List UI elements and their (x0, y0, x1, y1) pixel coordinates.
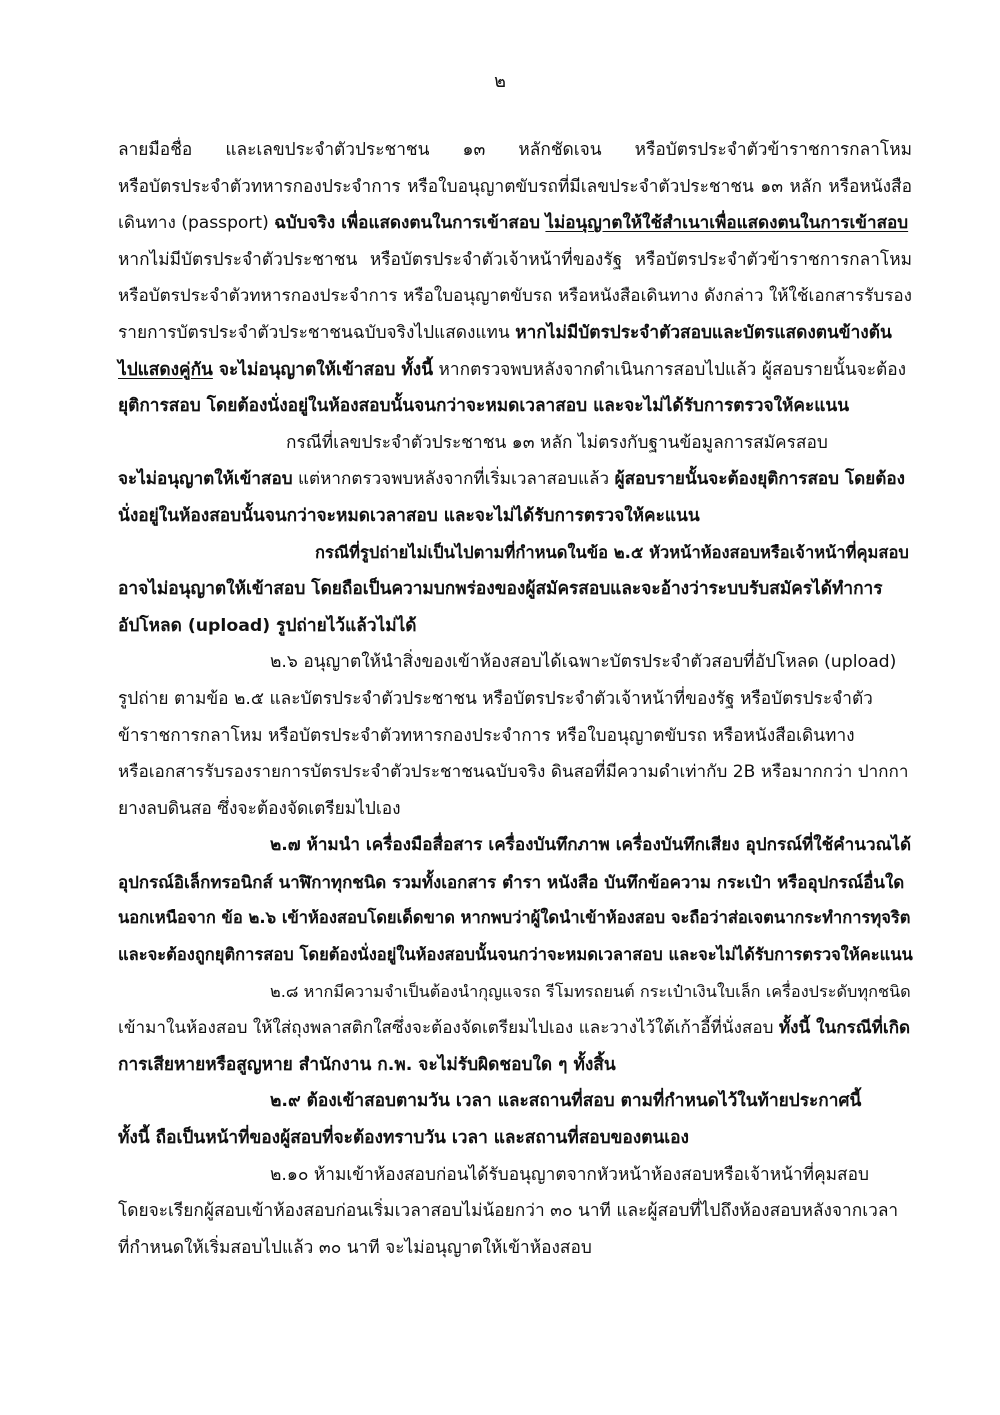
paragraph-line (118, 1157, 912, 1194)
text: เดินทาง (passport) (118, 213, 275, 234)
text: ๒.๘ หากมีความจำเป็นต้องนำกุญแจรถ รีโมทรถยนต์ กระเป๋าเงินใบเล็ก เครื่องประดับทุกชนิด (270, 981, 911, 1001)
text: ลายมือชื่อ และเลขประจำตัวประชาชน ๑๓ หลักชัดเจน หรือบัตรประจำตัวข้าราชการกลาโหม (118, 140, 912, 160)
text: โดยจะเรียกผู้สอบเข้าห้องสอบก่อนเริ่มเวลาสอบไม่น้อยกว่า ๓๐ นาที และผู้สอบที่ไปถึงห้องสอบหลังจากเวลา (118, 1201, 899, 1222)
paragraph-line (118, 425, 912, 462)
paragraph-line (118, 242, 912, 279)
bold-text: ฉบับจริง เพื่อแสดงตนในการเข้าสอบ (274, 213, 540, 234)
bold-text: อาจไม่อนุญาตให้เข้าสอบ โดยถือเป็นความบกพร่องของผู้สมัครสอบและจะอ้างว่าระบบรับสมัครได้ทำการ (118, 579, 883, 600)
paragraph-line (118, 1047, 912, 1084)
text: ๒.๑๐ ห้ามเข้าห้องสอบก่อนได้รับอนุญาตจากหัวหน้าห้องสอบหรือเจ้าหน้าที่คุมสอบ (270, 1164, 869, 1185)
paragraph-line (118, 388, 912, 425)
text: หรือเอกสารรับรองรายการบัตรประจำตัวประชาชนฉบับจริง ดินสอที่มีความดำเท่ากับ 2B หรือมากกว่า ปากกา (118, 762, 909, 783)
text: หรือบัตรประจำตัวทหารกองประจำการ หรือใบอนุญาตขับรถที่มีเลขประจำตัวประชาชน ๑๓ หลัก หรือหนังสือ (118, 176, 912, 197)
paragraph-line (118, 864, 912, 901)
underlined-text: ไม่อนุญาตให้ใช้สำเนาเพื่อแสดงตนในการเข้าสอบ (545, 213, 909, 234)
paragraph-line (118, 1010, 912, 1047)
paragraph-line (118, 132, 912, 169)
paragraph-line (118, 791, 912, 828)
paragraph-line (118, 571, 912, 608)
paragraph-line (118, 754, 912, 791)
text: รูปถ่าย ตามข้อ ๒.๕ และบัตรประจำตัวประชาชน หรือบัตรประจำตัวเจ้าหน้าที่ของรัฐ หรือบัตรประจำตัว (118, 688, 873, 709)
bold-text: หากไม่มีบัตรประจำตัวสอบและบัตรแสดงตนข้างต้น (515, 322, 892, 343)
paragraph-line (118, 498, 912, 535)
paragraph-line (118, 1120, 912, 1157)
bold-text: ทั้งนี้ ถือเป็นหน้าที่ของผู้สอบที่จะต้องทราบวัน เวลา และสถานที่สอบของตนเอง (118, 1128, 689, 1149)
bold-text: ผู้สอบรายนั้นจะต้องยุติการสอบ โดยต้อง (614, 469, 905, 490)
paragraph-line (118, 827, 912, 864)
text: ๒.๖ อนุญาตให้นำสิ่งของเข้าห้องสอบได้เฉพาะบัตรประจำตัวสอบที่อัปโหลด (upload) (270, 652, 897, 673)
paragraph-line (118, 535, 912, 572)
bold-text: จะไม่อนุญาตให้เข้าสอบ (118, 469, 293, 490)
text: เข้ามาในห้องสอบ ให้ใส่ถุงพลาสติกใสซึ่งจะต้องจัดเตรียมไปเอง และวางไว้ใต้เก้าอี้ที่นั่งสอบ (118, 1018, 779, 1039)
underlined-text: ไปแสดงคู่กัน (118, 359, 213, 380)
paragraph-line (118, 352, 912, 389)
text: ที่กำหนดให้เริ่มสอบไปแล้ว ๓๐ นาที จะไม่อนุญาตให้เข้าห้องสอบ (118, 1237, 592, 1258)
paragraph-line (118, 1083, 912, 1120)
bold-text: ๒.๙ ต้องเข้าสอบตามวัน เวลา และสถานที่สอบ ตามที่กำหนดไว้ในท้ายประกาศนี้ (270, 1091, 862, 1112)
bold-text: อัปโหลด (upload) รูปถ่ายไว้แล้วไม่ได้ (118, 615, 417, 636)
bold-text: ๒.๗ ห้ามนำ เครื่องมือสื่อสาร เครื่องบันทึกภาพ เครื่องบันทึกเสียง อุปกรณ์ที่ใช้คำนวณได้ (270, 835, 912, 856)
text: ข้าราชการกลาโหม หรือบัตรประจำตัวทหารกองประจำการ หรือใบอนุญาตขับรถ หรือหนังสือเดินทาง (118, 725, 855, 746)
paragraph-line (118, 974, 912, 1011)
paragraph-line (118, 315, 912, 352)
text: กรณีที่เลขประจำตัวประชาชน ๑๓ หลัก ไม่ตรงกับฐานข้อมูลการสมัครสอบ (286, 432, 828, 453)
bold-text: ทั้งนี้ ในกรณีที่เกิด (778, 1018, 911, 1039)
page-number: ๒ (494, 71, 506, 92)
bold-text: ยุติการสอบ โดยต้องนั่งอยู่ในห้องสอบนั้นจนกว่าจะหมดเวลาสอบ และจะไม่ได้รับการตรวจให้คะแนน (118, 396, 850, 417)
paragraph-line (118, 278, 912, 315)
text: หากตรวจพบหลังจากดำเนินการสอบไปแล้ว ผู้สอบรายนั้นจะต้อง (433, 359, 907, 380)
paragraph-line (118, 718, 912, 755)
bold-text: อุปกรณ์อิเล็กทรอนิกส์ นาฬิกาทุกชนิด รวมทั้งเอกสาร ตำรา หนังสือ บันทึกข้อความ กระเป๋า หรืออุปกรณ์อื่นใด (118, 871, 905, 892)
paragraph-line (118, 681, 912, 718)
paragraph-line (118, 900, 912, 937)
document-body (118, 132, 912, 1266)
bold-text: นอกเหนือจาก ข้อ ๒.๖ เข้าห้องสอบโดยเด็ดขาด หากพบว่าผู้ใดนำเข้าห้องสอบ จะถือว่าส่อเจตนากระทำการทุจริต (118, 908, 911, 928)
bold-text: นั่งอยู่ในห้องสอบนั้นจนกว่าจะหมดเวลาสอบ และจะไม่ได้รับการตรวจให้คะแนน (118, 505, 700, 526)
bold-text: และจะต้องถูกยุติการสอบ โดยต้องนั่งอยู่ในห้องสอบนั้นจนกว่าจะหมดเวลาสอบ และจะไม่ได้รับการตรวจให้คะแนน (118, 945, 913, 965)
bold-text: จะไม่อนุญาตให้เข้าสอบ ทั้งนี้ (212, 359, 434, 380)
paragraph-line (118, 205, 912, 242)
text: หากไม่มีบัตรประจำตัวประชาชน หรือบัตรประจำตัวเจ้าหน้าที่ของรัฐ หรือบัตรประจำตัวข้าราชการกลาโหม (118, 249, 912, 270)
bold-text: การเสียหายหรือสูญหาย สำนักงาน ก.พ. จะไม่รับผิดชอบใด ๆ ทั้งสิ้น (118, 1054, 616, 1075)
text: รายการบัตรประจำตัวประชาชนฉบับจริงไปแสดงแทน (118, 322, 516, 343)
paragraph-line (118, 169, 912, 206)
paragraph-line (118, 461, 912, 498)
text: ยางลบดินสอ ซึ่งจะต้องจัดเตรียมไปเอง (118, 798, 401, 819)
text: แต่หากตรวจพบหลังจากที่เริ่มเวลาสอบแล้ว (292, 469, 615, 490)
paragraph-line (118, 644, 912, 681)
paragraph-line (118, 1193, 912, 1230)
text: หรือบัตรประจำตัวทหารกองประจำการ หรือใบอนุญาตขับรถ หรือหนังสือเดินทาง ดังกล่าว ให้ใช้เอกสารรับรอง (118, 286, 912, 307)
paragraph-line (118, 1230, 912, 1267)
paragraph-line (118, 937, 912, 974)
bold-text: กรณีที่รูปถ่ายไม่เป็นไปตามที่กำหนดในข้อ ๒.๕ หัวหน้าห้องสอบหรือเจ้าหน้าที่คุมสอบ (315, 542, 909, 562)
paragraph-line (118, 608, 912, 645)
